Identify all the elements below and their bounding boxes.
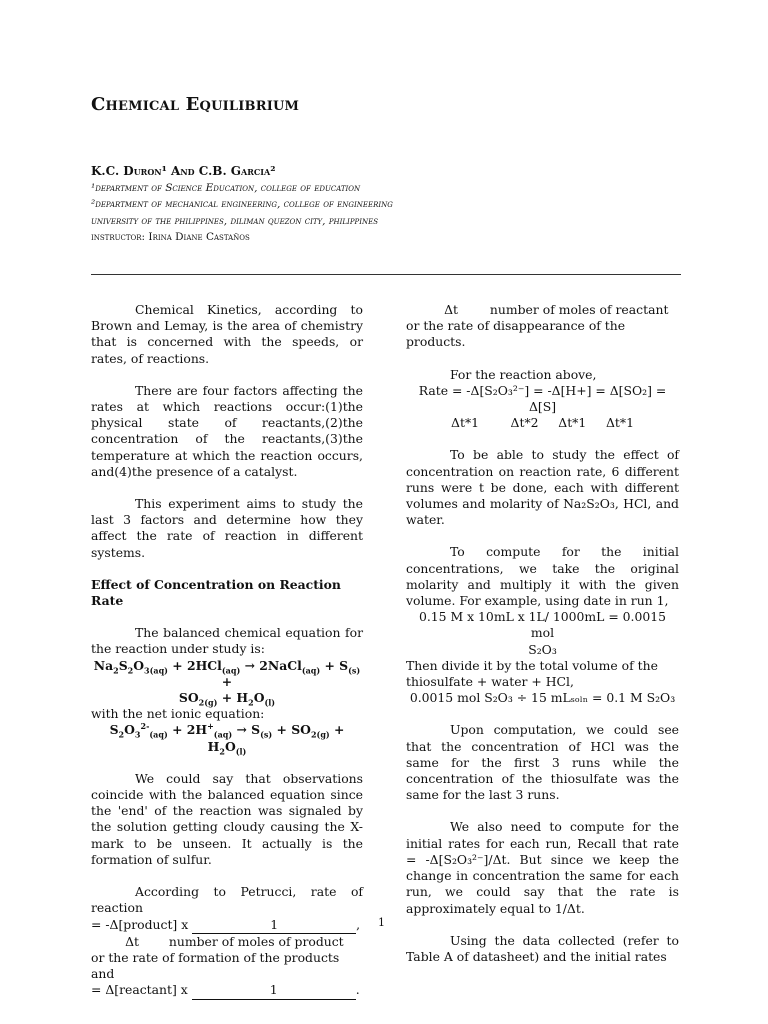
- paragraph-balanced: The balanced chemical equation for the reaction under study is:: [91, 625, 363, 657]
- rate-reactant-prefix: = Δ[reactant] x: [91, 982, 188, 998]
- paragraph-aim: This experiment aims to study the last 3 factors and determine how they affect the rate of reaction in different systems.: [91, 496, 363, 560]
- paragraph-runs: To be able to study the effect of concentration on reaction rate, 6 different runs were t be done, each with different volumes and molarity of Na₂S₂O₃, HCl, and water.: [406, 447, 679, 528]
- moles-reactant: number of moles of reactant: [489, 302, 669, 317]
- dt-right-1: Δt: [444, 302, 458, 317]
- paragraph-upon-computation: Upon computation, we could see that the concentration of HCl was the same for the first 3 runs while the concentration of the thiosulfate was the same for the last 3 runs.: [406, 722, 679, 803]
- header-divider: [91, 274, 681, 275]
- affiliation-1: ¹department of Science Education, college of education: [91, 182, 361, 194]
- rate-product-denominator: [91, 934, 363, 950]
- section-heading: Effect of Concentration on Reaction Rate: [91, 576, 341, 609]
- authors-line: K.C. Duron¹ And C.B. Garcia²: [91, 164, 276, 178]
- affiliation-3: university of the philippines, diliman quezon city, philippines: [91, 215, 379, 227]
- paragraph-initial-rates: We also need to compute for the initial rates for each run, Recall that rate = -Δ[S₂O₃²⁻]/Δt. But since we keep the change in concentration the same for each run, we could say that the rate is approximately equal to 1/Δt.: [406, 819, 679, 916]
- paragraph-kinetics: Chemical Kinetics, according to Brown and Lemay, is the area of chemistry that is concerned with the speeds, or rates, of reactions.: [91, 302, 363, 366]
- rate-expression: Rate = -Δ[S₂O₃²⁻] = -Δ[H+] = Δ[SO₂] = Δ[S]: [418, 382, 667, 415]
- rate-product-prefix: = -Δ[product] x: [91, 916, 189, 932]
- rate-product-line: = -Δ[product] x 1 ,: [91, 917, 363, 934]
- calc-step-2: 0.0015 mol S₂O₃ ÷ 15 mLₛₒₗₙ = 0.1 M S₂O₃: [409, 690, 676, 706]
- for-reaction-above: For the reaction above,: [450, 366, 597, 382]
- rate-product-one: 1: [192, 917, 356, 934]
- paper-title: Chemical Equilibrium: [91, 94, 300, 115]
- rate-denominators: Δt*1 Δt*2 Δt*1 Δt*1: [451, 415, 634, 431]
- net-ionic-intro: with the net ionic equation:: [91, 706, 265, 722]
- instructor-line: instructor: Irina Diane Castaños: [91, 231, 250, 243]
- rate-reactant-one: 1: [192, 982, 356, 999]
- rate-disappearance-text: or the rate of disappearance of the products.: [406, 318, 626, 350]
- calc-step-1-unit: S₂O₃: [528, 641, 557, 657]
- rate-reactant-line: = Δ[reactant] x 1 .: [91, 982, 363, 999]
- page-number: 1: [378, 916, 385, 929]
- left-column: [91, 302, 363, 1000]
- calc-step-1: 0.15 M x 10mL x 1L/ 1000mL = 0.0015 mol: [418, 609, 667, 641]
- paragraph-data-collected: Using the data collected (refer to Table A of datasheet) and the initial rates: [406, 932, 679, 964]
- rate-reactant-denominator: [406, 302, 679, 318]
- balanced-equation: $Na_2S_2O_{3(aq)} + 2HCl_{(aq)}$ → 2NaCl$_{(aq)}$ + $S_{(s)}$ +: [93, 657, 361, 689]
- rate-formation-text: or the rate of formation of the products and: [91, 949, 340, 982]
- balanced-equation-cont: $SO_{2(g)} + H_2O_{(l)}$: [178, 690, 276, 708]
- paragraph-observations: We could say that observations coincide with the balanced equation since the 'end' of the reaction was signaled by the solution getting cloudy causing the X-mark to be unseen. It actually is the formation of sulfur.: [91, 770, 363, 867]
- paragraph-factors: There are four factors affecting the rates at which reactions occur:(1)the physical state of reactants,(2)the concentration of the reactants,(3)the temperature at which the reaction occurs, and(4)the presence of a catalyst.: [91, 382, 363, 479]
- dt-left-1: Δt: [125, 933, 139, 949]
- moles-product: number of moles of product: [168, 933, 344, 949]
- net-ionic-equation: $S_2O_3^{2-}_{(aq)} + 2H^+_{(aq)} \to S_{(s)} + SO_{2(g)} + H_2O_{(l)}$: [109, 721, 345, 757]
- paragraph-compute: To compute for the initial concentrations, we take the original molarity and multiply it with the given volume. For example, using date in run 1,: [406, 544, 679, 609]
- right-column: [406, 302, 679, 965]
- calc-divide-text: Then divide it by the total volume of the thiosulfate + water + HCl,: [406, 657, 658, 690]
- paragraph-petrucci: According to Petrucci, rate of reaction: [91, 884, 363, 916]
- affiliation-2: ²department of mechanical engineering, college of engineering: [91, 198, 393, 210]
